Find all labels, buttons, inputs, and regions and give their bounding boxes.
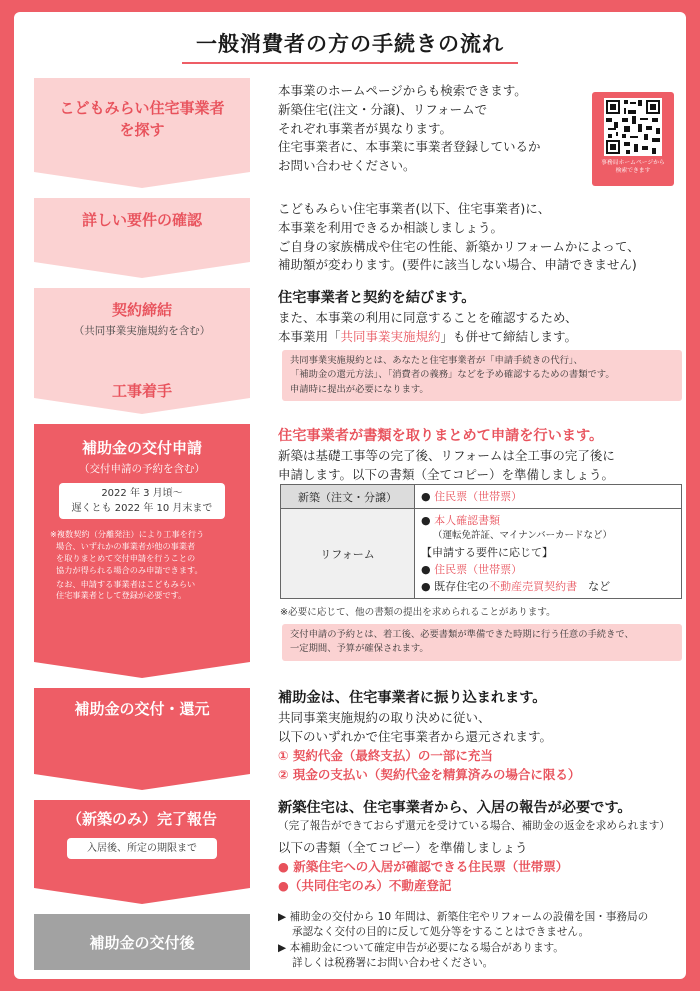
step-label: 補助金の交付後: [89, 934, 195, 952]
table-cell: ● 本人確認書類 （運転免許証、マイナンバーカードなど） 【申請する要件に応じて】 ● 住民票（世帯票） ● 既存住宅の不動産売買契約書 など: [415, 509, 682, 599]
step-contract: [34, 288, 250, 414]
text-grant-application: 住宅事業者が書類を取りまとめて申請を行います。 新築は基礎工事等の完了後、リフォームは全工事の完了後に 申請します。以下の書類（全てコピー）を準備しましょう。: [278, 428, 615, 483]
title-underline: [182, 62, 518, 64]
step-label: 契約締結: [111, 301, 172, 319]
page-title: 一般消費者の方の手続きの流れ: [196, 32, 504, 56]
step-label: 補助金の交付申請: [81, 439, 202, 457]
step-label: （新築のみ）完了報告: [66, 810, 217, 828]
payment-option-1: ① 契約代金（最終支払）の一部に充当: [278, 747, 493, 763]
table-cell: リフォーム: [281, 509, 415, 599]
text-find-builder: 本事業のホームページからも検索できます。 新築住宅(注文・分譲)、リフォームで それぞれ事業者が異なります。 住宅事業者に、本事業に事業者登録しているか お問い合わせください。: [278, 83, 541, 173]
table-row: [281, 485, 682, 509]
report-doc-1: ● 新築住宅への入居が確認できる住民票（世帯票）: [278, 858, 569, 874]
text-after-grant: ▶ 補助金の交付から 10 年間は、新築住宅やリフォームの設備を国・事務局の 承認なく交付の目的に反して処分等をすることはできません。 ▶ 本補助金について確定申告が必要になる場合があります。 詳しくは税務署にお問い合わせください。: [278, 911, 649, 970]
step-grant-application: [34, 424, 250, 678]
deadline-badge: 入居後、所定の期限まで: [67, 838, 217, 859]
step-completion-report: [34, 800, 250, 904]
table-cell: 新築（注文・分譲）: [281, 485, 415, 509]
report-doc-2: ●（共同住宅のみ）不動産登記: [278, 877, 452, 893]
qr-caption: 事務局ホームページから 検索できます: [601, 160, 665, 175]
table-row: [281, 509, 682, 599]
step-label-construction: 工事着手: [111, 382, 172, 400]
qr-code-icon: [604, 98, 662, 156]
step-label: 詳しい要件の確認: [81, 211, 202, 229]
step-notes: ※複数契約（分離発注）により工事を行う 場合、いずれかの事業者が他の事業者 を取りまとめて交付申請を行うことの 協力が得られる場合のみ申請できます。 なお、申請する事業者はこどもみらい 住宅事業者として登録が必要です。: [50, 529, 205, 601]
flow-sheet: [14, 12, 686, 979]
qr-code-panel[interactable]: [592, 92, 674, 186]
agreement-name: 共同事業実施規約: [340, 329, 441, 345]
step-grant-payment: [34, 688, 250, 790]
step-sublabel: （共同事業実施規約を含む）: [73, 325, 211, 337]
table-cell: ● 住民票（世帯票）: [415, 485, 682, 509]
step-sublabel: （交付申請の予約を含む）: [79, 463, 205, 475]
required-documents-table: [280, 484, 682, 599]
step-label: 補助金の交付・還元: [74, 700, 210, 718]
period-badge: 2022 年 3 月頃〜 遅くとも 2022 年 10 月末まで: [59, 483, 225, 519]
step-label: を探す: [119, 120, 165, 139]
step-find-builder: [34, 78, 250, 188]
text-grant-payment: 補助金は、住宅事業者に振り込まれます。 共同事業実施規約の取り決めに従い、 以下のいずれかで住宅事業者から還元されます。 ① 契約代金（最終支払）の一部に充当 ② 現金の支払い（契約代金を精算済みの場合に限る）: [278, 688, 678, 784]
step-after-grant: [34, 914, 250, 970]
text-contract: 住宅事業者と契約を結びます。 また、本事業の利用に同意することを確認するため、 本事業用「共同事業実施規約」も併せて締結します。: [278, 290, 578, 345]
step-check-requirements: [34, 198, 250, 278]
text-extra-docs-note: ※必要に応じて、他の書類の提出を求められることがあります。: [280, 607, 556, 618]
note-agreement: 共同事業実施規約とは、あなたと住宅事業者が「申請手続きの代行」、 「補助金の還元方法」、「消費者の義務」などを予め確認するための書類です。 申請時に提出が必要になります。: [282, 350, 682, 401]
text-check-requirements: こどもみらい住宅事業者(以下、住宅事業者)に、 本事業を利用できるか相談しましょう。 ご自身の家族構成や住宅の性能、新築かリフォームかによって、 補助額が変わります。(要件に該当しない場合、申請できません): [278, 201, 640, 273]
payment-option-2: ② 現金の支払い（契約代金を精算済みの場合に限る）: [278, 766, 581, 782]
note-reservation: 交付申請の予約とは、着工後、必要書類が準備できた時期に行う任意の手続きで、 一定期間、予算が確保されます。: [282, 624, 682, 661]
text-completion-report: 新築住宅は、住宅事業者から、入居の報告が必要です。 （完了報告ができておらず還元を受けている場合、補助金の返金を求められます） 以下の書類（全てコピー）を準備しましょう ● 新築住宅への入居が確認できる住民票（世帯票） ●（共同住宅のみ）不動産登記: [278, 798, 678, 895]
step-label: こどもみらい住宅事業者: [59, 99, 225, 117]
